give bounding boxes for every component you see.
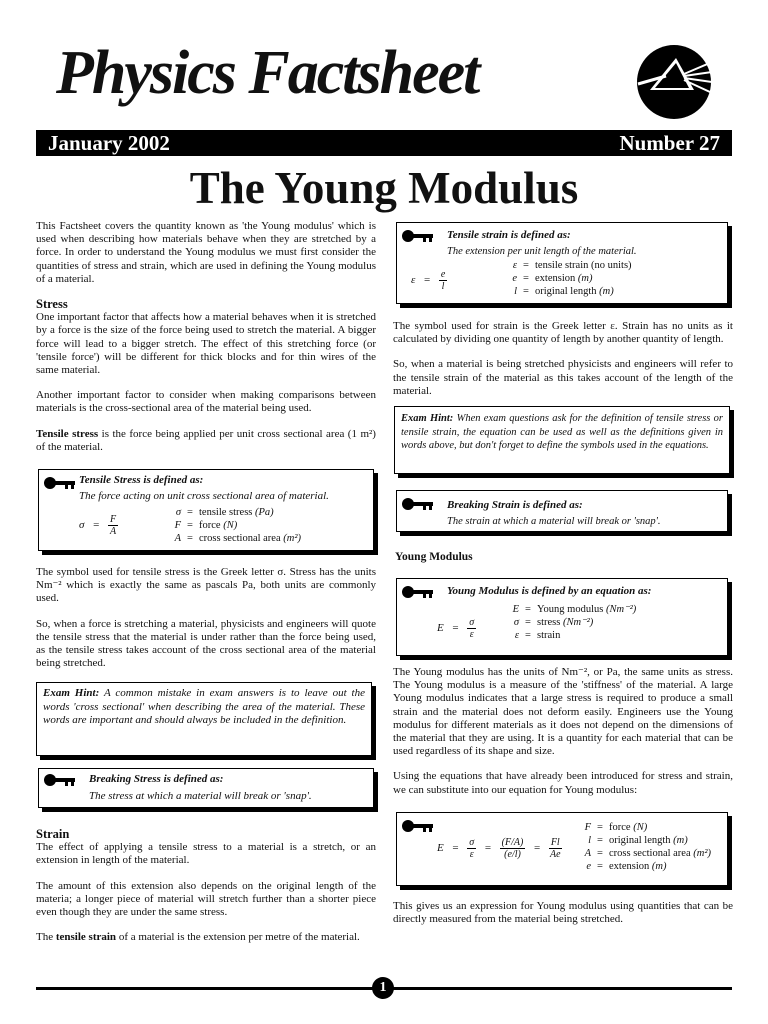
left-column-top [36,220,376,466]
intro-paragraph: This Factsheet covers the quantity known as 'the Young modulus' which is used when describing how materials behave when they are stretched by a force. In order to understand the Young modulus we must first consider the quantities of stress and strain, which are used in defining the Young modulus of a material. [36,220,376,285]
tensile-stress-box [38,469,374,551]
key-icon [401,585,435,599]
tensile-strain-definition: The extension per unit length of the material. [447,246,637,257]
key-icon [401,819,435,833]
tensile-strain-equation [411,269,447,292]
tensile-strain-term: tensile strain [55,931,117,944]
denominator: ε [469,849,474,860]
left-column-mid [36,566,376,682]
substitution-box [396,812,728,886]
stress-paragraph-2: Another important factor to consider when making comparisons between materials is the cross-sectional area of the material being used. [36,389,376,415]
prism-logo [636,44,712,120]
denominator: (e/l) [504,849,521,860]
symbol-def: l = original length (m) [514,286,614,297]
masthead-title: Physics Factsheet [56,39,479,107]
fraction [549,837,562,860]
denominator: Ae [550,849,561,860]
key-icon [401,229,435,243]
issue-bar [36,130,732,156]
breaking-strain-definition: The strain at which a material will break or 'snap'. [447,516,661,527]
young-modulus-paragraph-1: The Young modulus has the units of Nm⁻², or Pa, the same units as stress. The Young modulus is a measure of the 'stiffness' of the material. A large Young modulus indicates that a large stress is required to produce a small strain and the material does not deform easily. Engineers use the Young modulus for different materials as it does not depend on the dimensions of the material that they are using. It is a quantity for each material that can be used regardless of its shape and size. [393,666,733,758]
symbol-def: l = original length (m) [588,835,688,846]
strain-paragraph-2: The amount of this extension also depends on the original length of the materia; a longer piece of material will stretch further than a shorter piece even though they are under the same stress. [36,879,376,919]
breaking-stress-title: Breaking Stress is defined as: [89,773,224,785]
exam-hint-box-2 [394,406,730,474]
tensile-strain-box-title: Tensile strain is defined as: [447,229,571,241]
symbol-def: ε = tensile strain (no units) [512,260,632,271]
tensile-stress-text: is the force being applied per unit cross sectional area (1 m²) of the material. [36,427,376,453]
equals-sign: = [423,274,431,287]
exam-hint-box [36,682,372,756]
young-modulus-paragraph-2: Using the equations that have already been introduced for stress and strain, we can substitute into our equation for Young modulus: [393,770,733,796]
symbol-def: σ = tensile stress (Pa) [175,507,274,518]
equation-lhs: E [437,622,444,635]
stress-paragraph-3: The symbol used for tensile stress is the Greek letter σ. Stress has the units Nm⁻² which is exactly the same as pascals Pa, both units are commonly used. [36,566,376,605]
fraction [467,617,476,640]
symbol-def: A = cross sectional area (m²) [174,533,301,544]
breaking-stress-definition: The stress at which a material will break or 'snap'. [89,790,312,802]
tensile-stress-term: Tensile stress [36,427,99,440]
fraction [439,269,447,292]
symbol-def: F = force (N) [584,822,648,833]
fraction [500,837,526,860]
young-modulus-symbols [505,603,636,642]
key-icon [401,497,435,511]
equals-sign: = [452,842,459,855]
young-modulus-box-title: Young Modulus is defined by an equation as: [447,585,652,597]
symbol-def: E = Young modulus (Nm⁻²) [512,604,637,615]
exam-hint-label: Exam Hint: [43,687,100,699]
issue-number: Number 27 [619,131,720,155]
numerator: e [440,269,446,280]
numerator: σ [469,617,475,628]
symbol-def: ε = strain [514,630,561,641]
right-column-bottom [393,900,733,938]
tensile-strain-box [396,222,728,304]
symbol-def: A = cross sectional area (m²) [584,848,711,859]
denominator: l [441,281,445,292]
symbol-def: F = force (N) [174,520,238,531]
tensile-stress-box-title: Tensile Stress is defined as: [79,474,204,486]
strain-paragraph-4: The symbol used for strain is the Greek letter ε. Strain has no units as it calculated by dividing one quantity of length by another quantity of length. [393,320,733,346]
strain-paragraph-5: So, when a material is being stretched physicists and engineers will refer to the tensile strain of the material as this takes account of the length of the material. [393,358,733,397]
exam-hint-label: Exam Hint: [401,413,454,424]
exam-hint-text: Exam Hint: A common mistake in exam answers is to leave out the words 'cross sectional' when describing the area of the material. These words are important and should always be included in the definition. [43,687,365,726]
young-modulus-box [396,578,728,656]
tensile-stress-definition: The force acting on unit cross sectional area of material. [79,490,329,502]
page-number: 1 [372,977,394,999]
fraction [467,837,476,860]
equation-lhs: ε [411,274,416,287]
stress-heading: Stress [36,297,68,312]
right-column-mid [393,666,733,809]
page-title: The Young Modulus [189,163,579,213]
key-icon [43,476,77,490]
numerator: (F/A) [501,837,524,848]
young-modulus-equation [437,617,476,640]
equation-lhs: σ [79,519,85,532]
stress-paragraph-1: One important factor that affects how a material behaves when it is stretched by a force is the size of the force being used to stretch the material. A bigger force will lead to a bigger stretch. The effect of this stretching force (or 'tensile force') will be different for thick blocks and for thin wires of the same material. [36,311,376,377]
right-column-top [393,320,733,410]
stress-paragraph-4: So, when a force is stretching a material, physicists and engineers will quote the tensile stress that the material is under rather than the force being used, as the tensile stress takes account of the cross sectional area of the material being stretched. [36,617,376,670]
equals-sign: = [533,842,541,855]
strain-paragraph-3: The tensile strain of a material is the extension per metre of the material. [36,931,360,944]
equals-sign: = [93,519,100,532]
denominator: ε [469,629,474,640]
left-column-bottom [36,828,376,956]
denominator: A [109,526,117,537]
symbol-def: e = extension (m) [512,273,593,284]
symbol-def: e = extension (m) [586,861,667,872]
equals-sign: = [484,842,492,855]
substitution-symbols [577,821,711,873]
young-modulus-heading: Young Modulus [395,551,473,563]
equation-lhs: E [437,842,444,855]
exam-hint-2-text: Exam Hint: When exam questions ask for the definition of tensile stress or tensile strain, the equation can be used as well as the definitions given in words above, but don't forget to define the symbols used in the equations. [401,413,724,451]
breaking-strain-title: Breaking Strain is defined as: [447,499,583,511]
tensile-stress-equation [79,514,118,537]
issue-date: January 2002 [48,131,170,155]
equals-sign: = [452,622,459,635]
strain-paragraph-1: The effect of applying a tensile stress to a material is a stretch, or an extension in length of the material. [36,841,376,867]
symbol-def: σ = stress (Nm⁻²) [513,617,594,628]
fraction [108,514,118,537]
breaking-strain-box [396,490,728,532]
breaking-stress-box [38,768,374,808]
tensile-stress-symbols [167,506,301,545]
numerator: Fl [550,837,560,848]
substitution-equation [437,837,562,860]
tensile-stress-paragraph [36,428,376,454]
strain-heading: Strain [36,827,70,841]
numerator: σ [469,837,475,848]
key-icon [43,773,77,787]
young-modulus-paragraph-3: This gives us an expression for Young modulus using quantities that can be directly measured from the material being stretched. [393,900,733,926]
numerator: F [109,514,117,525]
tensile-strain-symbols [503,259,632,298]
